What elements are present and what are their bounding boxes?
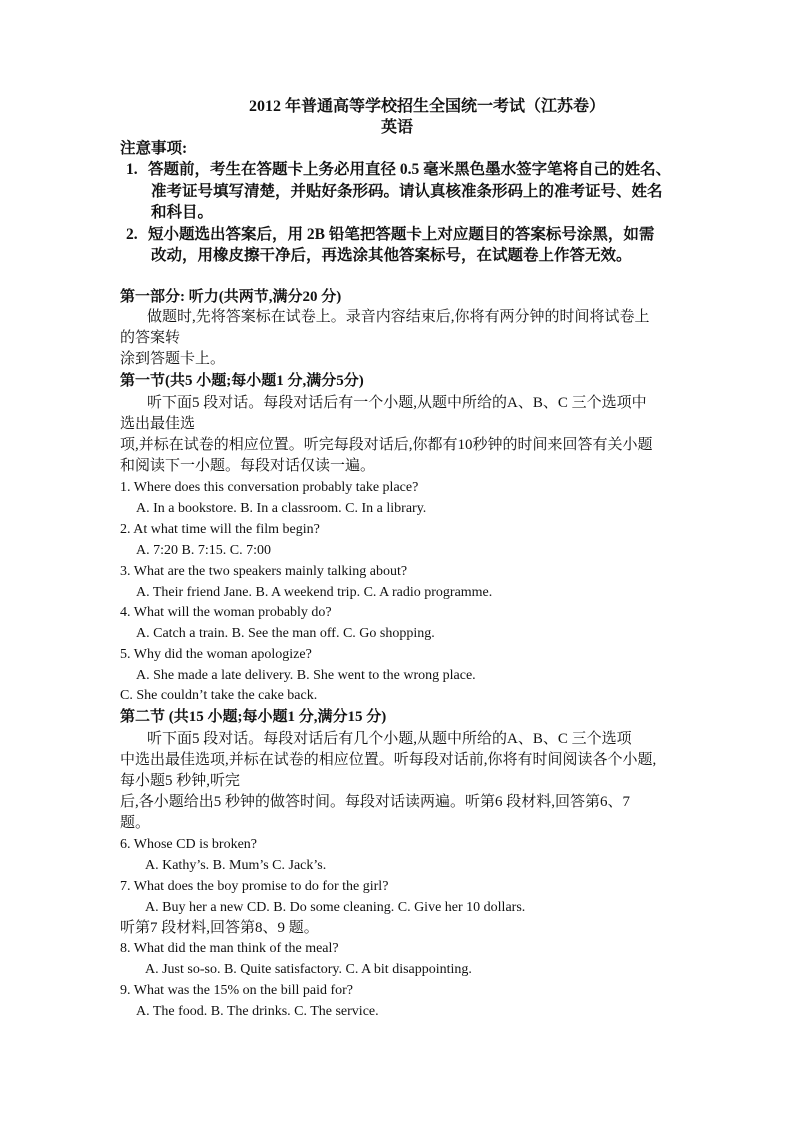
question-2-options: A. 7:20 B. 7:15. C. 7:00 [136,543,271,558]
question-5-options: A. She made a late delivery. B. She went to the wrong place. [136,668,476,683]
notice-item-number: 1. [126,161,138,178]
question-7-options: A. Buy her a new CD. B. Do some cleaning. C. Give her 10 dollars. [145,900,526,915]
question-3-options: A. Their friend Jane. B. A weekend trip. C. A radio programme. [136,585,493,600]
question-4-options: A. Catch a train. B. See the man off. C. Go shopping. [136,626,435,641]
question-1: 1. Where does this conversation probably take place? [120,480,419,495]
part1-heading: 第一部分: 听力(共两节,满分20 分) [120,289,342,305]
section1-intro: 听下面5 段对话。每段对话后有一个小题,从题中所给的A、B、C 三个选项中 [147,395,647,411]
question-6: 6. Whose CD is broken? [120,837,257,852]
question-9-options: A. The food. B. The drinks. C. The service. [136,1004,379,1019]
section2-intro: 每小题5 秒钟,听完 [120,773,241,789]
section2-heading: 第二节 (共15 小题;每小题1 分,满分15 分) [120,709,387,725]
question-5: 5. Why did the woman apologize? [120,647,312,662]
notice-heading: 注意事项: [120,140,188,157]
notice-item-text: 准考证号填写清楚，并贴好条形码。请认真核准条形码上的准考证号、姓名 [151,183,663,200]
notice-item-number: 2. [126,226,138,243]
exam-title: 2012 年普通高等学校招生全国统一考试（江苏卷） [249,98,606,115]
question-7: 7. What does the boy promise to do for the girl? [120,879,389,894]
notice-item-text: 答题前，考生在答题卡上务必用直径 0.5 毫米黑色墨水签字笔将自己的姓名、 [148,161,672,178]
notice-item-text: 改动，用橡皮擦干净后，再选涂其他答案标号，在试题卷上作答无效。 [151,247,632,264]
question-6-options: A. Kathy’s. B. Mum’s C. Jack’s. [145,858,327,873]
question-4: 4. What will the woman probably do? [120,605,332,620]
question-2: 2. At what time will the film begin? [120,522,320,537]
section1-intro: 和阅读下一小题。每段对话仅读一遍。 [120,458,376,474]
part1-intro: 涂到答题卡上。 [120,351,226,367]
section2-intro: 题。 [120,815,151,831]
part1-intro: 做题时,先将答案标在试卷上。录音内容结束后,你将有两分钟的时间将试卷上 [147,309,650,325]
subject-title: 英语 [381,119,414,136]
question-8: 8. What did the man think of the meal? [120,941,339,956]
material-7-heading: 听第7 段材料,回答第8、9 题。 [120,920,319,936]
section1-intro: 选出最佳选 [120,416,196,432]
question-9: 9. What was the 15% on the bill paid for? [120,983,354,998]
part1-intro: 的答案转 [120,330,181,346]
section2-intro: 后,各小题给出5 秒钟的做答时间。每段对话读两遍。听第6 段材料,回答第6、7 [120,794,631,810]
question-8-options: A. Just so-so. B. Quite satisfactory. C. A bit disappointing. [145,962,472,977]
question-3: 3. What are the two speakers mainly talking about? [120,564,408,579]
notice-item-text: 短小题选出答案后，用 2B 铅笔把答题卡上对应题目的答案标号涂黑，如需 [148,226,655,243]
question-5-options: C. She couldn’t take the cake back. [120,688,318,703]
section2-intro: 中选出最佳选项,并标在试卷的相应位置。听每段对话前,你将有时间阅读各个小题, [120,752,657,768]
section1-intro: 项,并标在试卷的相应位置。听完每段对话后,你都有10秒钟的时间来回答有关小题 [120,437,653,453]
section1-heading: 第一节(共5 小题;每小题1 分,满分5分) [120,373,364,389]
notice-item-text: 和科目。 [151,204,214,221]
section2-intro: 听下面5 段对话。每段对话后有几个小题,从题中所给的A、B、C 三个选项 [147,731,632,747]
question-1-options: A. In a bookstore. B. In a classroom. C. In a library. [136,501,427,516]
